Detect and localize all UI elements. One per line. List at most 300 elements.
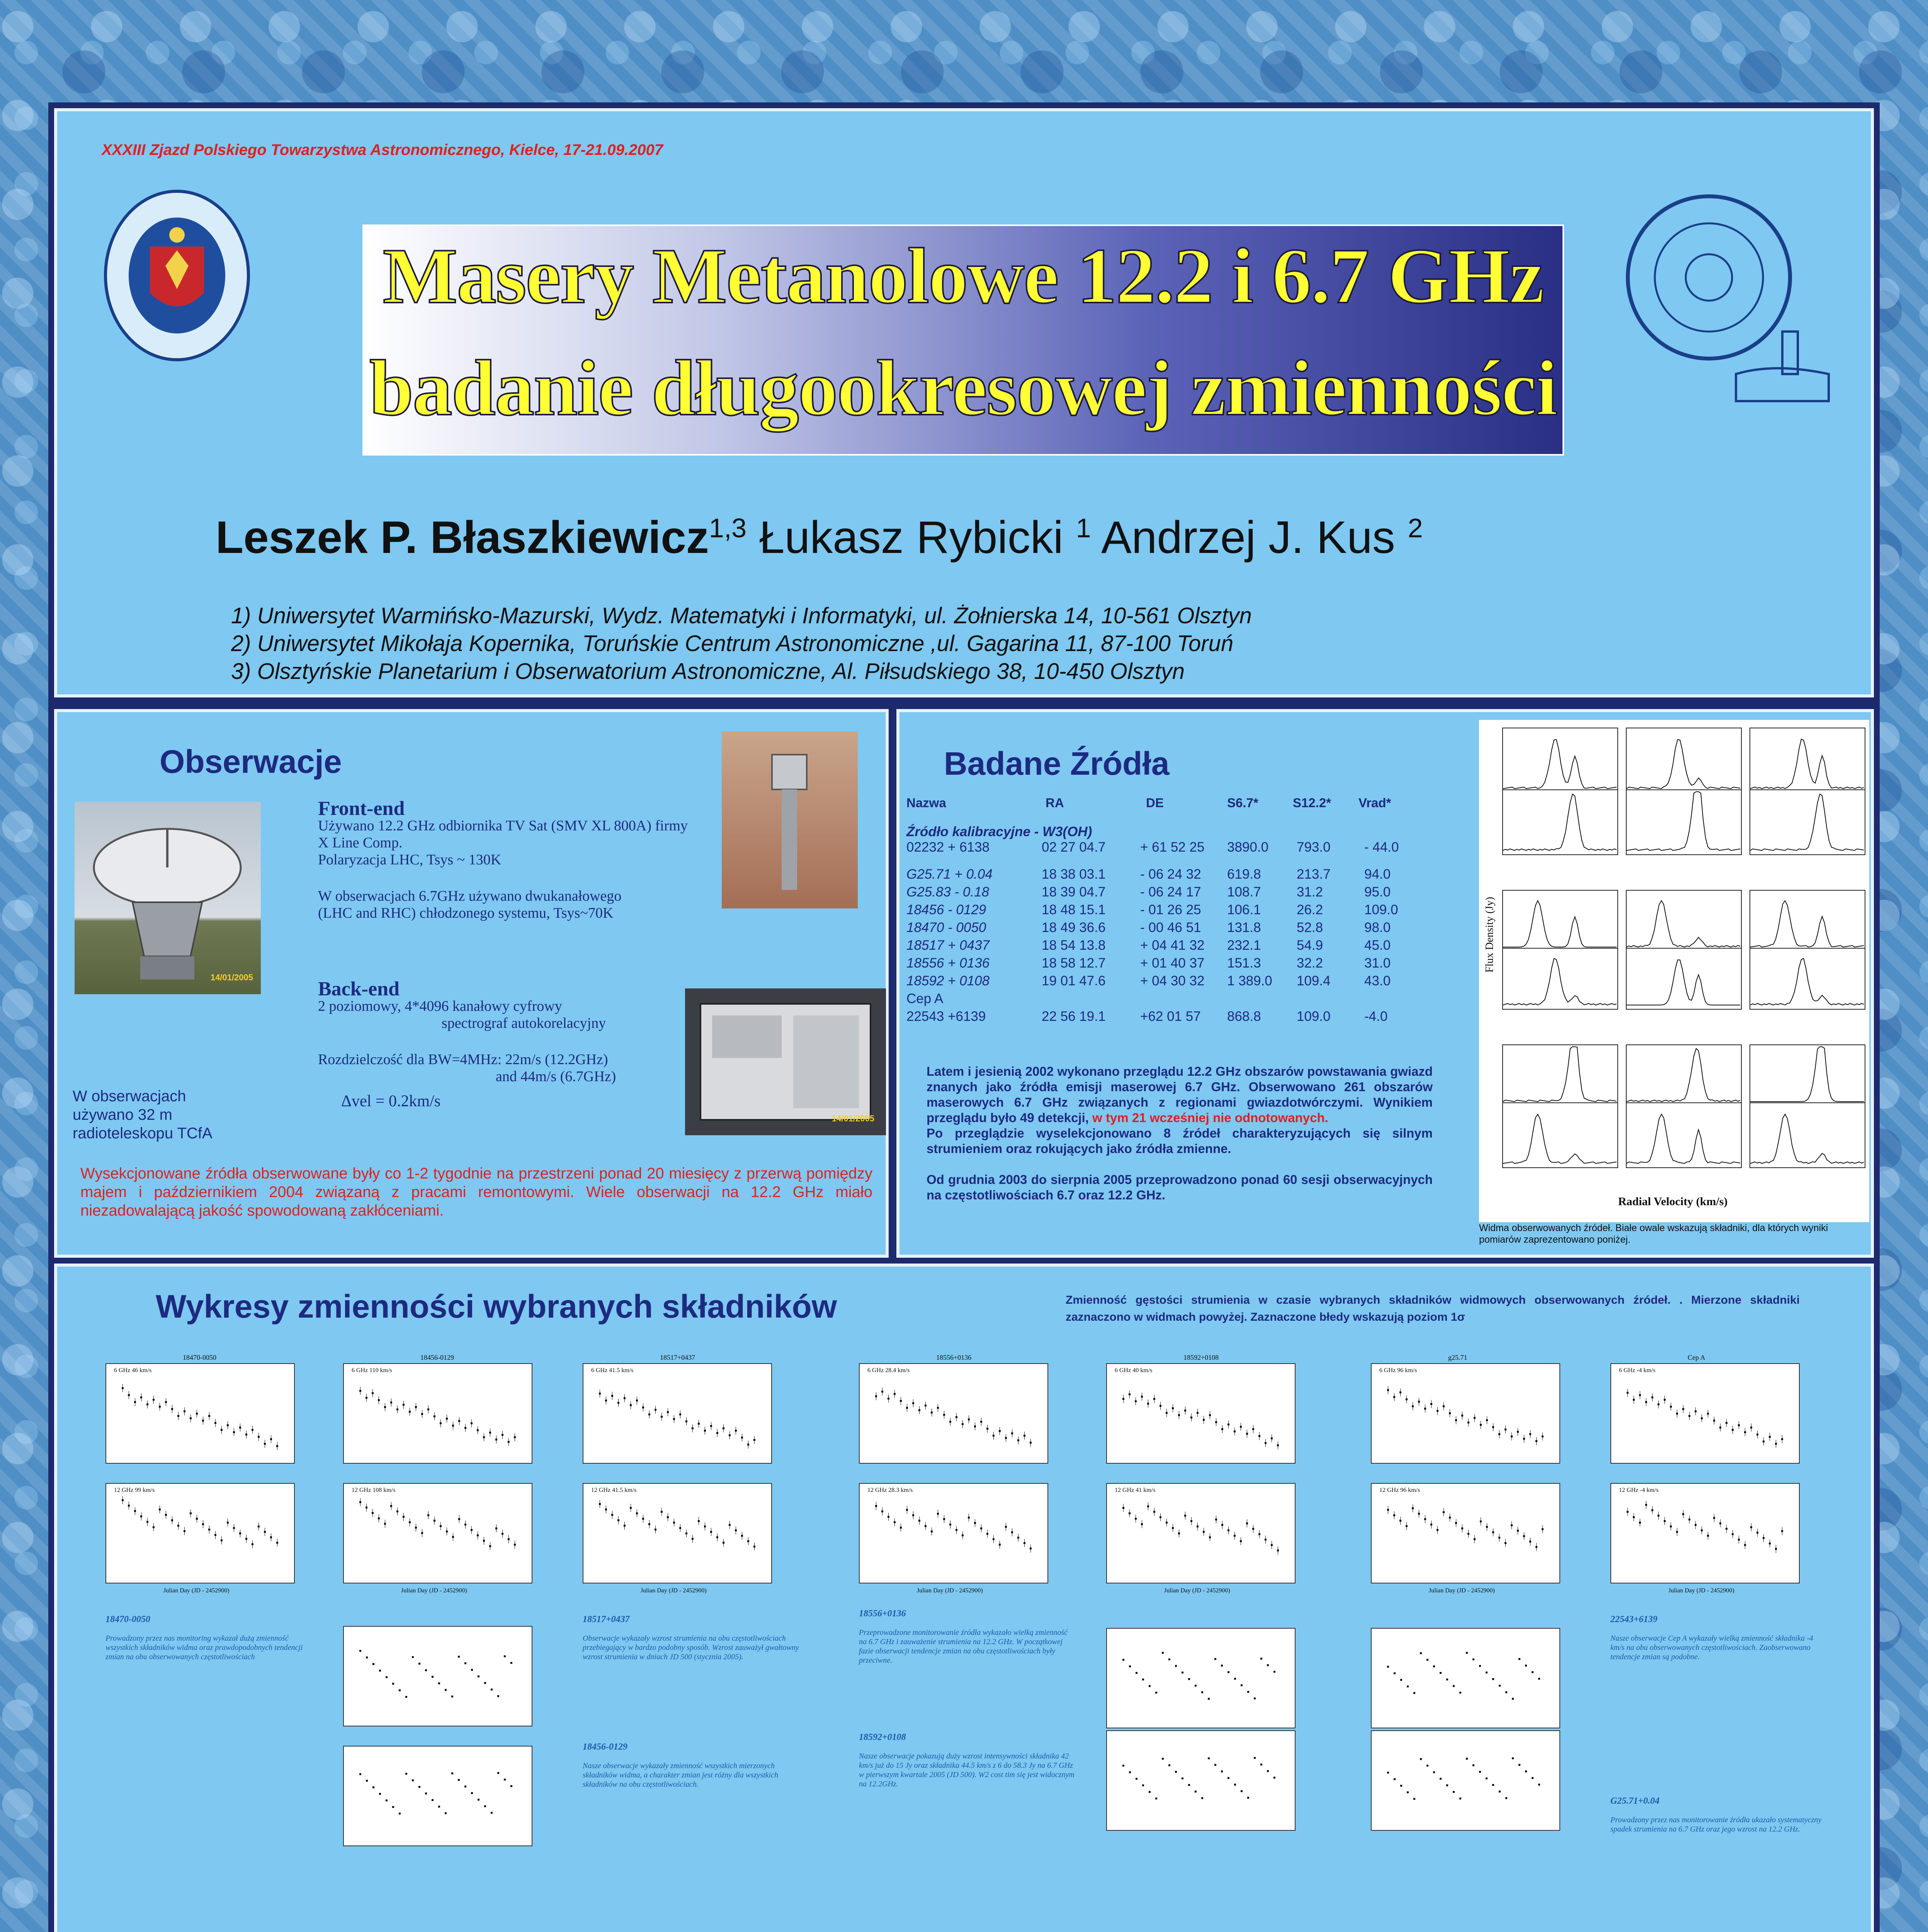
source-cell: 18 38 03.1 — [1042, 867, 1106, 882]
velocity-resolution: Δvel = 0.2km/s — [341, 1092, 441, 1110]
var-point — [1492, 1678, 1494, 1680]
var-point — [1486, 1777, 1488, 1779]
source-cell: 868.8 — [1227, 1009, 1261, 1024]
var-point — [1260, 1764, 1262, 1765]
var-xaxis-label: Julian Day (JD - 2452900) — [1429, 1587, 1495, 1594]
var-point — [1162, 1652, 1164, 1654]
observations-panel — [54, 709, 889, 1258]
var-point — [1453, 1685, 1455, 1687]
spectrum-line — [1627, 792, 1740, 850]
var-point — [1433, 1771, 1435, 1773]
var-point — [1505, 1797, 1507, 1799]
spectrum-plot — [1502, 789, 1618, 855]
var-point — [1466, 1758, 1468, 1760]
var-point — [1122, 1659, 1124, 1661]
source-row — [906, 902, 1432, 919]
var-xaxis-label: Julian Day (JD - 2452900) — [401, 1587, 467, 1594]
var-plot-label: 6 GHz -4 km/s — [1619, 1367, 1656, 1374]
var-plot — [343, 1746, 532, 1846]
var-point — [1387, 1772, 1389, 1774]
sources-table-header — [906, 793, 1432, 813]
var-point — [1175, 1665, 1177, 1667]
var-point — [1426, 1659, 1428, 1661]
backend-text-2: spectrograf autokorelacyjny — [442, 1015, 606, 1031]
frontend-block — [318, 800, 704, 922]
var-point — [1201, 1691, 1203, 1693]
var-point — [392, 1806, 394, 1808]
var-point — [1273, 1671, 1275, 1673]
source-cell: + 04 30 32 — [1140, 973, 1205, 988]
var-plot — [1106, 1628, 1296, 1728]
source-cell: 94.0 — [1364, 867, 1391, 882]
var-point — [405, 1696, 407, 1698]
source-cell: G25.71 + 0.04 — [906, 867, 993, 882]
var-point — [425, 1669, 427, 1671]
var-point — [504, 1779, 506, 1781]
spectrum-line — [1627, 1049, 1740, 1102]
var-point — [425, 1793, 427, 1794]
author-1: Leszek P. Błaszkiewicz — [216, 512, 709, 563]
author-2-affil: 1 — [1076, 513, 1091, 543]
var-point — [1518, 1764, 1520, 1766]
var-points — [1372, 1629, 1559, 1728]
var-plot — [1106, 1730, 1296, 1831]
spectrum-trace — [1503, 790, 1617, 854]
var-point — [445, 1812, 447, 1814]
umk-logo — [1620, 192, 1836, 409]
var-point — [1538, 1678, 1540, 1680]
var-points — [1372, 1731, 1559, 1830]
frontend-text-3: W obserwacjach 6.7GHz używano dwukanałowego (LHC and RHC) chłodzonego systemu, Tsys~70K — [318, 888, 622, 921]
var-point — [418, 1786, 420, 1788]
var-plot-title: 18592+0108 — [1183, 1354, 1219, 1361]
var-points — [1372, 1364, 1559, 1463]
var-point — [1241, 1684, 1243, 1686]
var-point — [1247, 1797, 1249, 1799]
spectrum-trace — [1750, 949, 1865, 1009]
var-annotation-text: Obserwacje wykazały wzrost strumienia na obu częstotliwościach przebiegający w bardzo podobny sposób. Wzrost zauważył gwałtowny wzrost strumienia w dniach JD 500 (stycznia 2005). — [583, 1634, 799, 1661]
receiver-photo — [722, 731, 858, 908]
source-cell: + 61 52 25 — [1140, 840, 1205, 855]
var-point — [1472, 1658, 1474, 1660]
variability-title: Wykresy zmienności wybranych składników — [156, 1288, 837, 1325]
var-point — [1532, 1671, 1534, 1673]
var-plot-label: 12 GHz 96 km/s — [1379, 1487, 1420, 1493]
var-point — [1394, 1672, 1396, 1674]
var-annotation-text: Prowadzony przez nas monitorowanie źródła ukazało systematyczny spadek strumienia na 6.7 GHz oraz jego wzrost na 12.2 GHz. — [1610, 1816, 1822, 1833]
var-point — [1241, 1790, 1243, 1792]
var-point — [1168, 1764, 1170, 1766]
var-point — [405, 1773, 407, 1775]
source-cell: 19 01 47.6 — [1042, 973, 1106, 988]
var-point — [1413, 1692, 1415, 1694]
spectrum-trace — [1627, 790, 1741, 854]
source-row — [906, 956, 1432, 973]
var-points — [106, 1484, 294, 1583]
source-cell: 02232 + 6138 — [906, 840, 990, 855]
author-1-affil: 1,3 — [709, 513, 747, 543]
col-name: Nazwa — [906, 796, 946, 810]
source-cell: 619.8 — [1227, 867, 1261, 882]
var-point — [478, 1799, 479, 1801]
sources-panel — [896, 709, 1874, 1258]
var-points — [1372, 1484, 1559, 1583]
var-point — [379, 1793, 381, 1795]
var-annotation-title: 18556+0136 — [859, 1609, 906, 1619]
source-cell: + 04 41 32 — [1140, 938, 1205, 953]
var-point — [1149, 1791, 1151, 1793]
spectrum-trace — [1503, 949, 1617, 1009]
source-cell: - 44.0 — [1364, 840, 1399, 855]
spectrum-plot — [1626, 890, 1742, 952]
var-point — [510, 1785, 512, 1787]
var-point — [1538, 1784, 1540, 1786]
var-point — [1446, 1679, 1448, 1680]
var-plot — [1371, 1730, 1560, 1831]
var-point — [1394, 1778, 1396, 1780]
spectrum-line — [1627, 740, 1740, 789]
var-points — [1611, 1484, 1799, 1583]
var-point — [1122, 1765, 1124, 1767]
var-point — [1479, 1771, 1481, 1773]
var-plot — [105, 1363, 295, 1464]
var-point — [392, 1683, 394, 1685]
source-cell: + 01 40 37 — [1140, 956, 1205, 971]
source-cell: 31.2 — [1297, 884, 1323, 900]
var-point — [1518, 1658, 1520, 1660]
var-point — [1267, 1770, 1269, 1772]
source-cell: 18556 + 0136 — [906, 956, 990, 971]
spectrum-line — [1750, 901, 1864, 947]
var-point — [1247, 1691, 1249, 1693]
var-plot — [1371, 1363, 1560, 1464]
backend-block — [318, 978, 704, 1110]
var-annotation-title: G25.71+0.04 — [1610, 1796, 1660, 1806]
source-row — [906, 920, 1432, 937]
source-row — [906, 938, 1432, 955]
var-point — [1273, 1777, 1275, 1779]
spectrum-plot — [1502, 1102, 1618, 1168]
var-annotation-title: 18470-0050 — [105, 1614, 150, 1624]
spectrum-plot — [1502, 948, 1618, 1010]
var-point — [1420, 1758, 1422, 1760]
var-point — [1195, 1685, 1197, 1687]
spectrum-plot — [1626, 1102, 1742, 1168]
spectrum-line — [1750, 739, 1864, 789]
col-de: DE — [1146, 796, 1164, 810]
var-point — [1155, 1692, 1157, 1694]
var-point — [399, 1813, 401, 1815]
var-plot — [1371, 1483, 1560, 1583]
var-point — [1505, 1691, 1507, 1693]
var-point — [478, 1675, 479, 1677]
var-point — [1453, 1791, 1455, 1793]
source-cell: 18 54 13.8 — [1042, 938, 1106, 953]
spectrum-trace — [1627, 728, 1741, 793]
var-point — [491, 1689, 493, 1690]
var-point — [386, 1799, 388, 1801]
sources-table — [906, 793, 1432, 840]
var-point — [1532, 1777, 1534, 1779]
photo-date: 14/01/2005 — [210, 973, 253, 982]
var-point — [445, 1689, 447, 1691]
var-plot-label: 12 GHz 28.3 km/s — [867, 1487, 913, 1493]
var-point — [1182, 1672, 1183, 1673]
var-plot-label: 6 GHz 28.4 km/s — [867, 1367, 910, 1374]
var-point — [1182, 1777, 1183, 1779]
var-point — [1221, 1665, 1223, 1667]
var-plot — [343, 1626, 532, 1726]
var-plot — [859, 1363, 1048, 1464]
spectrum-trace — [1627, 1045, 1741, 1105]
sources-desc-1: Latem i jesienią 2002 wykonano przeglądu 12.2 GHz obszarów powstawania gwiazd znanych jako źródła emisji maserowej 6.7 GHz. Obserwowano 261 obszarów maserowych 6.7 GHz związanych z regionami gwiazdotwórczymi. Wynikiem przeglądu było 49 detekcji, — [927, 1064, 1433, 1125]
var-points — [1107, 1731, 1295, 1830]
var-point — [458, 1779, 460, 1781]
source-row — [906, 867, 1432, 884]
var-point — [1142, 1784, 1144, 1786]
var-plot — [583, 1363, 772, 1464]
var-annotation-text: Nasze obserwacje pokazują duży wzrost intensywności składnika 42 km/s już do 15 Jy oraz składnika 44.5 km/s z 6 do 58.3 Jy na 6.7 GHz w pierwszym kwartale 2005 (JD 500). W2 cost tim się jest widocznym na 12.2GHz. — [859, 1752, 1075, 1788]
var-point — [366, 1656, 368, 1658]
var-point — [412, 1656, 414, 1658]
calibration-label: Źródło kalibracyjne - W3(OH) — [906, 824, 1092, 839]
frontend-text-2: Polaryzacja LHC, Tsys ~ 130K — [318, 852, 502, 868]
var-point — [1260, 1658, 1262, 1660]
var-annotation-text: Prowadzony przez nas monitoring wykazał dużą zmienność wszystkich składników widma oraz prawdopodobnych tendencji zmian na obu obserwowanych częstotliwościach — [105, 1634, 303, 1661]
var-point — [1440, 1672, 1442, 1674]
var-plot — [343, 1483, 532, 1583]
source-cell: - 06 24 17 — [1140, 884, 1201, 900]
var-point — [1201, 1797, 1203, 1799]
var-point — [1142, 1679, 1144, 1680]
frontend-text-1: Używano 12.2 GHz odbiornika TV Sat (SMV XL 800A) firmy X Line Comp. — [318, 818, 688, 851]
var-points — [1107, 1484, 1295, 1583]
spectrum-plot — [1749, 1044, 1865, 1106]
rack-photo-date: 14/01/2005 — [831, 1114, 874, 1123]
spectrum-trace — [1750, 1045, 1865, 1105]
spectrum-trace — [1627, 891, 1741, 951]
var-point — [1479, 1665, 1481, 1667]
var-point — [451, 1696, 453, 1697]
spectrum-line — [1627, 901, 1740, 947]
source-row — [906, 973, 1432, 990]
var-point — [1155, 1798, 1157, 1799]
source-cell: 3890.0 — [1227, 840, 1269, 855]
source-cell: +62 01 57 — [1140, 1009, 1201, 1024]
source-cell: 18456 - 0129 — [906, 902, 986, 917]
var-plot-label: 12 GHz 41 km/s — [1115, 1487, 1156, 1493]
var-point — [1168, 1658, 1170, 1660]
var-annotation-text: Nasze obserwacje wykazały zmienność wszystkich mierzonych składników widma, a charakter zmian jest różny dla wszystkich składników na obu częstotliwościach. — [583, 1762, 779, 1789]
spectra-xlabel: Radial Velocity (km/s) — [1618, 1195, 1728, 1208]
title-line-2: badanie długookresowej zmienności — [369, 344, 1557, 432]
var-point — [372, 1663, 374, 1665]
radiotelescope-photo — [75, 802, 261, 994]
source-cell: - 01 26 25 — [1140, 902, 1201, 917]
spectrum-plot — [1502, 890, 1618, 952]
source-row — [906, 840, 1432, 857]
source-cell: 109.0 — [1297, 1009, 1331, 1024]
var-point — [458, 1656, 460, 1658]
var-point — [418, 1663, 420, 1665]
var-plot — [105, 1483, 295, 1583]
var-plot — [1106, 1483, 1296, 1583]
var-point — [484, 1805, 486, 1807]
spectrum-trace — [1750, 728, 1865, 793]
var-point — [1228, 1777, 1229, 1779]
var-point — [366, 1780, 368, 1782]
var-point — [504, 1655, 506, 1657]
var-point — [1254, 1757, 1256, 1759]
source-cell: 98.0 — [1364, 920, 1391, 935]
var-plot-title: 18517+0437 — [660, 1354, 695, 1361]
spectrum-plot — [1626, 728, 1742, 793]
var-plot-title: g25.71 — [1448, 1354, 1467, 1361]
var-point — [1525, 1770, 1527, 1772]
var-plot — [859, 1483, 1048, 1583]
var-point — [432, 1676, 434, 1678]
source-cell: 32.2 — [1297, 956, 1323, 971]
var-plot-label: 12 GHz 99 km/s — [114, 1487, 155, 1493]
var-annotation-title: 18517+0437 — [583, 1614, 630, 1624]
var-point — [359, 1650, 361, 1652]
var-point — [1433, 1665, 1435, 1667]
var-plot-title: 18556+0136 — [936, 1354, 972, 1361]
var-plot — [583, 1483, 772, 1583]
photo-caption: W obserwacjach używano 32 m radioteleskopu TCfA — [73, 1088, 213, 1142]
author-2: Łukasz Rybicki — [759, 512, 1063, 563]
calibration-label-row — [906, 813, 1432, 840]
var-plot-title: 18456-0129 — [420, 1354, 454, 1361]
source-cell: 54.9 — [1297, 938, 1323, 953]
var-points — [860, 1484, 1047, 1583]
var-plot-label: 6 GHz 96 km/s — [1379, 1367, 1417, 1374]
var-point — [1413, 1798, 1415, 1800]
var-point — [1499, 1791, 1501, 1793]
affiliation-3: 3) Olsztyńskie Planetarium i Obserwatorium Astronomiczne, Al. Piłsudskiego 38, 10-450 Olsztyn — [231, 659, 1185, 684]
spectrum-trace — [1627, 1103, 1741, 1167]
spectrum-line — [1503, 1047, 1617, 1102]
spectrum-line — [1750, 1047, 1864, 1102]
var-point — [1525, 1665, 1527, 1667]
affiliations — [231, 602, 1252, 685]
var-point — [1459, 1692, 1461, 1694]
affiliation-2: 2) Uniwersytet Mikołaja Kopernika, Toruńskie Centrum Astronomiczne ,ul. Gagarina 11, 87-100 Toruń — [231, 631, 1234, 656]
var-plot — [1106, 1363, 1296, 1464]
spectrum-plot — [1502, 1044, 1618, 1106]
var-annotation-text: Nasze obserwacje Cep A wykazały wielką zmienność składnika -4 km/s na obu obserwowanych częstotliwościach. Zaobserwowano tendencje zmian są podobne. — [1610, 1634, 1813, 1661]
var-point — [1400, 1679, 1402, 1681]
spectrum-line — [1503, 901, 1617, 947]
var-plot — [1610, 1363, 1800, 1464]
var-point — [510, 1662, 512, 1664]
var-points — [344, 1627, 532, 1726]
var-point — [1234, 1678, 1236, 1680]
spectrum-plot — [1626, 1044, 1742, 1106]
var-point — [386, 1676, 388, 1678]
var-points — [344, 1484, 532, 1583]
source-cell: 131.8 — [1227, 920, 1261, 935]
var-point — [1254, 1697, 1256, 1699]
observations-title: Obserwacje — [160, 743, 342, 780]
var-points — [106, 1364, 294, 1463]
var-point — [1466, 1652, 1468, 1654]
affiliation-1: 1) Uniwersytet Warmińsko-Mazurski, Wydz. Matematyki i Informatyki, ul. Żołnierska 14, 10-561 Olsztyn — [231, 603, 1252, 628]
var-point — [497, 1772, 499, 1774]
spectrum-plot — [1626, 789, 1742, 855]
author-3: Andrzej J. Kus — [1101, 512, 1395, 563]
spectrum-line — [1750, 958, 1864, 1005]
var-points — [860, 1364, 1047, 1463]
source-cell: 151.3 — [1227, 956, 1261, 971]
sources-desc-1-red: w tym 21 wcześniej nie odnotowanych. — [1088, 1111, 1328, 1125]
source-cell: 45.0 — [1364, 938, 1391, 953]
var-point — [1195, 1791, 1197, 1793]
uwm-logo — [104, 189, 250, 362]
spectrum-line — [1750, 1114, 1864, 1164]
conference-line: XXXIII Zjazd Polskiego Towarzystwa Astronomicznego, Kielce, 17-21.09.2007 — [102, 141, 663, 158]
var-annotation-title: 22543+6139 — [1610, 1614, 1658, 1624]
var-point — [1136, 1672, 1137, 1674]
var-plot-label: 6 GHz 110 km/s — [352, 1367, 392, 1374]
source-cell: -4.0 — [1364, 1009, 1388, 1024]
var-points — [344, 1747, 532, 1845]
var-point — [432, 1799, 434, 1801]
col-ra: RA — [1046, 796, 1064, 810]
sources-desc-2: Po przeglądzie wyselekcjonowano 8 źródeł charakteryzujących się silnym strumieniem oraz rokujących jako źródła zmienne. — [927, 1126, 1433, 1156]
spectrum-line — [1627, 1114, 1740, 1164]
var-point — [1446, 1784, 1448, 1786]
spectrum-plot — [1749, 890, 1865, 952]
var-plot-label: 12 GHz -4 km/s — [1619, 1487, 1659, 1493]
var-point — [1188, 1678, 1190, 1680]
sources-title: Badane Źródła — [944, 745, 1170, 782]
var-point — [1407, 1791, 1409, 1793]
var-point — [359, 1773, 361, 1775]
header-panel — [54, 108, 1874, 697]
var-annotation-title: 18592+0108 — [859, 1732, 906, 1742]
var-point — [464, 1786, 466, 1787]
var-point — [1387, 1666, 1389, 1668]
source-cell: 1 389.0 — [1227, 973, 1272, 988]
backend-text-1: 2 poziomowy, 4*4096 kanałowy cyfrowy — [318, 998, 562, 1014]
var-point — [1175, 1771, 1177, 1773]
var-point — [1129, 1665, 1131, 1667]
var-point — [1492, 1784, 1494, 1786]
backend-text-3: Rozdzielczość dla BW=4MHz: 22m/s (12.2GHz) — [318, 1051, 608, 1068]
var-plot — [1371, 1628, 1560, 1728]
source-cell: 43.0 — [1364, 973, 1391, 988]
col-vrad: Vrad* — [1358, 796, 1391, 810]
var-point — [451, 1772, 453, 1774]
source-cell: Cep A — [906, 991, 944, 1006]
var-point — [1208, 1698, 1210, 1700]
source-cell: 18517 + 0437 — [906, 938, 990, 953]
spectrum-line — [1750, 794, 1864, 850]
var-point — [1472, 1764, 1474, 1766]
source-cell: 109.0 — [1364, 902, 1398, 917]
var-point — [1440, 1778, 1442, 1780]
var-point — [438, 1682, 440, 1684]
spectrum-trace — [1503, 728, 1617, 793]
spectrum-plot — [1749, 948, 1865, 1010]
var-point — [399, 1689, 401, 1691]
spectrum-plot — [1749, 789, 1865, 855]
var-annotation-title: 18456-0129 — [583, 1742, 627, 1752]
var-point — [1214, 1764, 1216, 1766]
var-point — [1512, 1757, 1514, 1759]
spectrum-trace — [1627, 949, 1741, 1009]
